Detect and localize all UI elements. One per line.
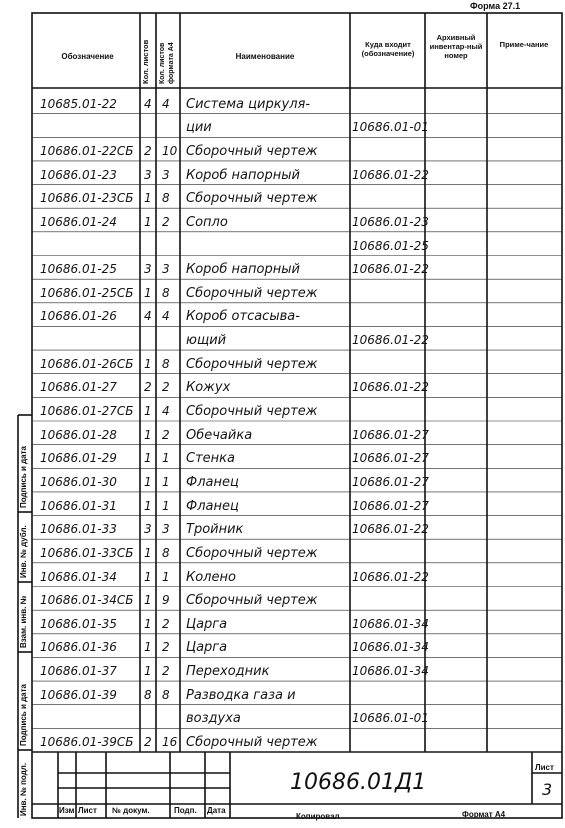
row-where-used: 10686.01-27 <box>352 451 429 466</box>
row-name: Сборочный чертеж <box>186 191 318 207</box>
side-label-inv-podl: Инв. № подл. <box>19 762 28 816</box>
row-format: 3 <box>162 262 170 277</box>
row-where-used: 10686.01-22 <box>352 262 429 277</box>
side-label-signature-date-top: Подпись и дата <box>19 446 28 508</box>
row-format: 1 <box>162 569 170 584</box>
row-designation: 10686.01-34 <box>40 569 117 584</box>
row-format: 8 <box>162 687 170 702</box>
row-designation: 10686.01-24 <box>40 214 117 229</box>
row-sheets: 8 <box>144 687 152 702</box>
row-name: Фланец <box>186 498 239 514</box>
col-header-note: Приме-чание <box>499 40 549 49</box>
row-format: 8 <box>162 545 170 560</box>
row-sheets: 4 <box>144 309 152 324</box>
footer-format: Формат А4 <box>462 810 506 819</box>
side-label-vzam-inv: Взам. инв. № <box>19 595 28 648</box>
form-label: Форма 27.1 <box>470 1 521 11</box>
row-name: Сборочный чертеж <box>186 404 318 419</box>
col-header-name: Наименование <box>235 52 295 61</box>
sheet-number: 3 <box>542 780 553 799</box>
row-format: 9 <box>162 593 170 608</box>
row-name: Стенка <box>186 451 235 467</box>
row-name: Система циркуля- <box>186 96 311 112</box>
row-sheets: 1 <box>144 593 152 608</box>
col-header-designation: Обозначение <box>61 52 114 61</box>
row-where-used: 10686.01-34 <box>352 640 429 655</box>
col-header-archive: Архивный инвентар-ный номер <box>429 33 483 60</box>
row-name: Короб напорный <box>186 262 300 278</box>
row-name: Сборочный чертеж <box>186 143 318 159</box>
row-designation: 10686.01-39СБ <box>40 735 134 749</box>
row-designation: 10686.01-27СБ <box>40 404 134 418</box>
row-designation: 10686.01-23СБ <box>40 191 134 206</box>
row-format: 2 <box>162 640 170 655</box>
row-format: 8 <box>162 356 170 371</box>
row-where-used: 10686.01-22 <box>352 167 429 182</box>
stamp-doc-no: № докум. <box>112 806 150 815</box>
row-designation: 10686.01-39 <box>40 687 117 702</box>
row-sheets: 1 <box>144 356 152 371</box>
row-format: 4 <box>162 309 170 324</box>
row-designation: 10686.01-29 <box>40 451 117 466</box>
row-designation: 10686.01-35 <box>40 616 117 631</box>
row-designation: 10686.01-26СБ <box>40 356 134 371</box>
stamp-podp: Подп. <box>174 806 197 815</box>
row-sheets: 1 <box>144 451 152 466</box>
row-format: 8 <box>162 285 170 300</box>
row-name: Переходник <box>186 664 270 680</box>
stamp-izm: Изм <box>59 806 75 815</box>
row-name: Обечайка <box>186 427 253 443</box>
row-sheets: 1 <box>144 404 152 418</box>
row-format: 8 <box>162 191 170 206</box>
row-designation: 10686.01-25 <box>40 262 117 277</box>
row-name: Сборочный чертеж <box>186 356 318 372</box>
row-where-used: 10686.01-01 <box>352 711 429 726</box>
row-where-used: 10686.01-22 <box>352 333 429 348</box>
row-designation: 10686.01-22СБ <box>40 143 134 158</box>
row-name: ющий <box>186 333 227 349</box>
row-format: 4 <box>162 404 170 418</box>
row-format: 2 <box>162 616 170 631</box>
row-where-used: 10686.01-23 <box>352 214 429 229</box>
row-where-used: 10686.01-34 <box>352 616 429 631</box>
row-format: 2 <box>162 427 170 442</box>
row-format: 2 <box>162 380 170 395</box>
row-where-used: 10686.01-22 <box>352 569 429 584</box>
row-designation: 10686.01-28 <box>40 427 117 442</box>
row-format: 3 <box>162 167 170 182</box>
row-format: 1 <box>162 474 170 489</box>
row-designation: 10686.01-26 <box>40 309 117 324</box>
row-format: 10 <box>162 143 178 158</box>
stamp-list: Лист <box>78 806 97 815</box>
row-sheets: 1 <box>144 569 152 584</box>
row-name: Короб напорный <box>186 167 300 183</box>
stamp-data: Дата <box>207 806 226 815</box>
row-where-used: 10686.01-27 <box>352 474 429 489</box>
row-sheets: 3 <box>144 522 152 537</box>
row-name: Сборочный чертеж <box>186 285 318 301</box>
side-label-signature-date-bottom: Подпись и дата <box>19 684 28 746</box>
row-sheets: 1 <box>144 640 152 655</box>
row-sheets: 1 <box>144 191 152 206</box>
row-where-used: 10686.01-01 <box>352 120 429 135</box>
row-name: ции <box>186 120 212 136</box>
row-sheets: 1 <box>144 545 152 560</box>
row-sheets: 1 <box>144 427 152 442</box>
row-designation: 10686.01-34СБ <box>40 593 134 608</box>
row-name: Царга <box>186 616 228 632</box>
row-name: Царга <box>186 640 228 656</box>
footer-copied: Копировал <box>296 812 340 821</box>
row-designation: 10686.01-25СБ <box>40 285 134 300</box>
row-name: Фланец <box>186 474 239 490</box>
col-header-sheets: Кол. листов <box>141 39 150 84</box>
stamp-sheet-label: Лист <box>535 763 554 772</box>
row-sheets: 2 <box>144 380 152 395</box>
row-format: 4 <box>162 96 170 111</box>
row-sheets: 1 <box>144 214 152 229</box>
row-name: Сборочный чертеж <box>186 593 318 609</box>
row-format: 1 <box>162 451 170 466</box>
row-designation: 10686.01-31 <box>40 498 117 513</box>
row-sheets: 1 <box>144 285 152 300</box>
col-header-format: Кол. листов формата А4 <box>159 42 175 84</box>
row-format: 2 <box>162 664 170 679</box>
row-sheets: 3 <box>144 167 152 182</box>
row-designation: 10686.01-37 <box>40 664 117 679</box>
row-name: Короб отсасыва- <box>186 309 300 325</box>
row-designation: 10685.01-22 <box>40 96 117 111</box>
row-name: Разводка газа и <box>186 687 296 703</box>
row-designation: 10686.01-33 <box>40 522 117 537</box>
row-where-used: 10686.01-27 <box>352 498 429 513</box>
row-name: Сборочный чертеж <box>186 735 318 750</box>
row-name: Тройник <box>186 522 244 538</box>
row-sheets: 1 <box>144 664 152 679</box>
row-sheets: 4 <box>144 96 152 111</box>
row-name: Сопло <box>186 214 228 230</box>
row-sheets: 2 <box>144 143 152 158</box>
col-header-where-used: Куда входит (обозначение) <box>361 40 415 58</box>
row-name: Колено <box>186 569 236 585</box>
row-sheets: 1 <box>144 498 152 513</box>
row-name: воздуха <box>186 711 241 727</box>
row-where-used: 10686.01-25 <box>352 238 429 253</box>
row-format: 1 <box>162 498 170 513</box>
row-designation: 10686.01-36 <box>40 640 117 655</box>
row-sheets: 1 <box>144 474 152 489</box>
row-where-used: 10686.01-22 <box>352 380 429 395</box>
row-designation: 10686.01-30 <box>40 474 117 489</box>
document-number: 10686.01Д1 <box>290 770 427 795</box>
row-sheets: 3 <box>144 262 152 277</box>
side-label-inv-dubl: Инв. № дубл. <box>19 525 28 578</box>
row-format: 16 <box>162 735 178 749</box>
row-designation: 10686.01-33СБ <box>40 545 134 560</box>
row-name: Сборочный чертеж <box>186 545 318 561</box>
row-designation: 10686.01-23 <box>40 167 117 182</box>
row-sheets: 1 <box>144 616 152 631</box>
row-format: 2 <box>162 214 170 229</box>
row-designation: 10686.01-27 <box>40 380 117 395</box>
row-name: Кожух <box>186 380 231 396</box>
row-format: 3 <box>162 522 170 537</box>
row-where-used: 10686.01-27 <box>352 427 429 442</box>
row-where-used: 10686.01-34 <box>352 664 429 679</box>
row-where-used: 10686.01-22 <box>352 522 429 537</box>
row-sheets: 2 <box>144 735 152 749</box>
